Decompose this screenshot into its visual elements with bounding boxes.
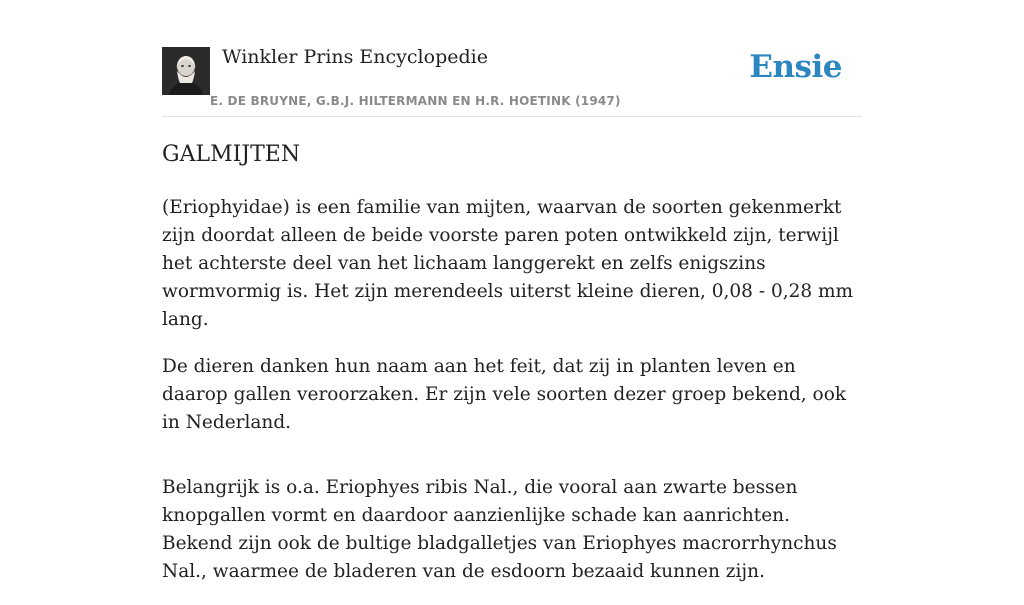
entry-paragraph: Belangrijk is o.a. Eriophyes ribis Nal., die vooral aan zwarte bessen knopgallen vormt en daardoor aanzienlijke schade kan aanrichten. Bekend zijn ook de bultige bladgalletjes van Eriophyes macrorrhynchus Nal., waarmee de bladeren van de esdoorn bezaaid kunnen zijn. — [162, 477, 837, 582]
source-header — [162, 44, 862, 117]
entry-paragraph: De dieren danken hun naam aan het feit, dat zij in planten leven en daarop gallen veroorzaken. Er zijn vele soorten dezer groep bekend, ook in Nederland. — [162, 356, 847, 433]
authors-line: E. DE BRUYNE, G.B.J. HILTERMANN EN H.R. HOETINK (1947) — [210, 94, 621, 108]
source-title[interactable]: Winkler Prins Encyclopedie — [222, 46, 488, 68]
ensie-logo[interactable]: Ensie — [749, 49, 842, 85]
entry-title: GALMIJTEN — [162, 142, 301, 167]
portrait-avatar-icon — [162, 47, 210, 95]
entry-paragraph: (Eriophyidae) is een familie van mijten, waarvan de soorten gekenmerkt zijn doordat alleen de beide voorste paren poten ontwikkeld zijn, terwijl het achterste deel van het lichaam langgerekt en zelfs enigszins wormvormig is. Het zijn merendeels uiterst kleine dieren, 0,08 - 0,28 mm lang. — [162, 197, 854, 330]
entry-content — [162, 138, 862, 605]
